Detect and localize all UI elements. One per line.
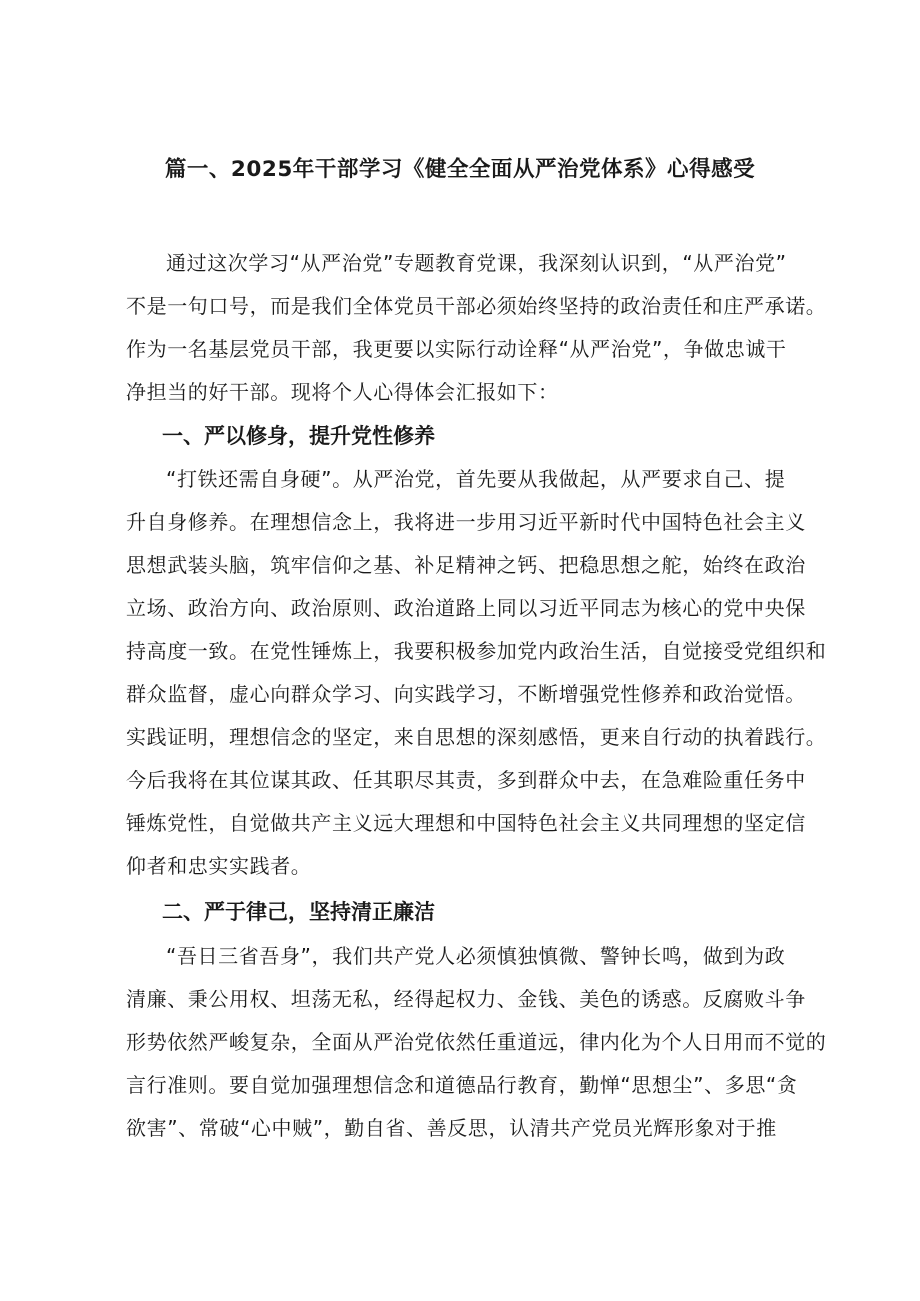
- section-1-line-4: 立场、政治方向、政治原则、政治道路上同以习近平同志为核心的党中央保: [126, 596, 806, 620]
- section-1-line-5: 持高度一致。在党性锤炼上，我要积极参加党内政治生活，自觉接受党组织和: [126, 639, 827, 663]
- section-1-line-10: 仰者和忠实实践者。: [126, 854, 312, 878]
- section-2-line-2: 清廉、秉公用权、坦荡无私，经得起权力、金钱、美色的诱惑。反腐败斗争: [126, 987, 806, 1011]
- section-1-line-2: 升自身修养。在理想信念上，我将进一步用习近平新时代中国特色社会主义: [126, 510, 806, 534]
- section-1-line-3: 思想武装头脑，筑牢信仰之基、补足精神之钙、把稳思想之舵，始终在政治: [126, 553, 806, 577]
- section-2-heading: 二、严于律己，坚持清正廉洁: [162, 900, 435, 924]
- intro-line-1: 通过这次学习“从严治党”专题教育党课，我深刻认识到，“从严治党”: [166, 251, 787, 275]
- section-2-line-3: 形势依然严峻复杂，全面从严治党依然任重道远，律内化为个人日用而不觉的: [126, 1030, 827, 1054]
- section-1-line-1: “打铁还需自身硬”。从严治党，首先要从我做起，从严要求自己、提: [166, 467, 786, 491]
- intro-line-4: 净担当的好干部。现将个人心得体会汇报如下：: [126, 380, 559, 404]
- section-1-line-9: 锤炼党性，自觉做共产主义远大理想和中国特色社会主义共同理想的坚定信: [126, 811, 806, 835]
- section-1-line-8: 今后我将在其位谋其政、任其职尽其责，多到群众中去，在急难险重任务中: [126, 768, 806, 792]
- section-2-line-5: 欲害”、常破“心中贼”，勤自省、善反思，认清共产党员光辉形象对于推: [126, 1116, 777, 1140]
- section-1-line-6: 群众监督，虚心向群众学习、向实践学习，不断增强党性修养和政治觉悟。: [126, 682, 806, 706]
- section-2-line-4: 言行准则。要自觉加强理想信念和道德品行教育，勤惮“思想尘”、多思“贪: [126, 1073, 798, 1097]
- section-2-line-1: “吾日三省吾身”，我们共产党人必须慎独慎微、警钟长鸣，做到为政: [166, 944, 786, 968]
- section-1-heading: 一、严以修身，提升党性修养: [162, 424, 435, 448]
- document-title: 篇一、2025年干部学习《健全全面从严治党体系》心得感受: [164, 157, 756, 182]
- intro-line-2: 不是一句口号，而是我们全体党员干部必须始终坚持的政治责任和庄严承诺。: [126, 294, 827, 318]
- intro-line-3: 作为一名基层党员干部，我更要以实际行动诠释“从严治党”，争做忠诚干: [126, 337, 787, 361]
- section-1-line-7: 实践证明，理想信念的坚定，来自思想的深刻感悟，更来自行动的执着践行。: [126, 725, 827, 749]
